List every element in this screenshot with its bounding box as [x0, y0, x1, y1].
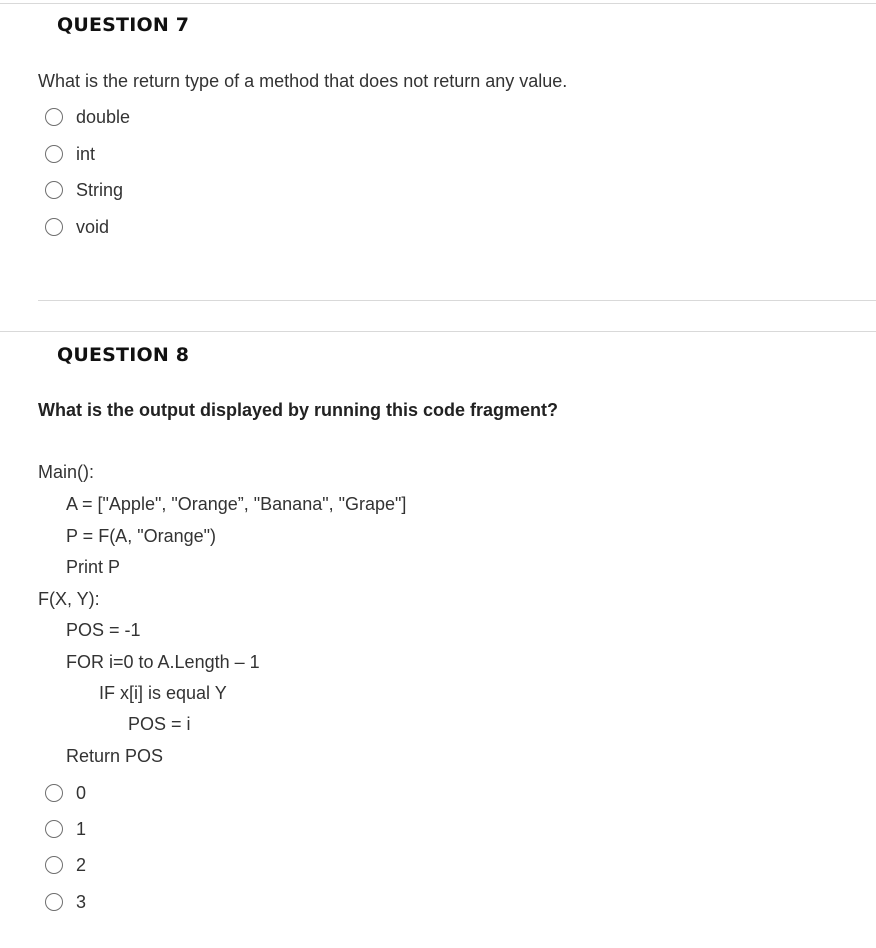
code-line: P = F(A, "Orange") — [66, 526, 217, 546]
q8-option-3[interactable] — [45, 890, 86, 914]
radio-button-icon[interactable] — [45, 108, 63, 126]
q7-option-void[interactable] — [45, 215, 109, 239]
radio-button-icon[interactable] — [45, 893, 63, 911]
code-line: A = ["Apple", "Orange”, "Banana", "Grape"] — [66, 494, 407, 514]
question-7-title: QUESTION 7 — [57, 14, 190, 36]
code-line: Return POS — [66, 746, 164, 766]
option-label: 1 — [76, 818, 87, 839]
radio-button-icon[interactable] — [45, 856, 63, 874]
code-line: Print P — [66, 557, 121, 577]
radio-button-icon[interactable] — [45, 145, 63, 163]
option-label: 3 — [76, 891, 87, 912]
code-line: Main(): — [38, 462, 95, 482]
radio-button-icon[interactable] — [45, 784, 63, 802]
question-7-bottom-divider — [38, 300, 876, 301]
option-label: 2 — [76, 854, 87, 875]
q8-option-2[interactable] — [45, 853, 86, 877]
radio-button-icon[interactable] — [45, 820, 63, 838]
question-8-title: QUESTION 8 — [57, 344, 190, 366]
top-divider — [0, 3, 876, 4]
option-label: String — [76, 179, 124, 200]
code-line: POS = -1 — [66, 620, 141, 640]
code-line: F(X, Y): — [38, 589, 100, 609]
option-label: double — [76, 106, 131, 127]
q7-option-int[interactable] — [45, 142, 95, 166]
code-line: IF x[i] is equal Y — [99, 683, 227, 703]
option-label: int — [76, 143, 96, 164]
option-label: void — [76, 216, 110, 237]
q8-option-0[interactable] — [45, 781, 86, 805]
code-line: FOR i=0 to A.Length – 1 — [66, 652, 260, 672]
question-8-text: What is the output displayed by running this code fragment? — [38, 400, 559, 420]
radio-button-icon[interactable] — [45, 181, 63, 199]
q8-option-1[interactable] — [45, 817, 86, 841]
question-7-text: What is the return type of a method that does not return any value. — [38, 71, 568, 91]
option-label: 0 — [76, 782, 87, 803]
section-divider — [0, 331, 876, 332]
code-line: POS = i — [128, 714, 191, 734]
radio-button-icon[interactable] — [45, 218, 63, 236]
q7-option-double[interactable] — [45, 105, 130, 129]
q7-option-string[interactable] — [45, 178, 123, 202]
